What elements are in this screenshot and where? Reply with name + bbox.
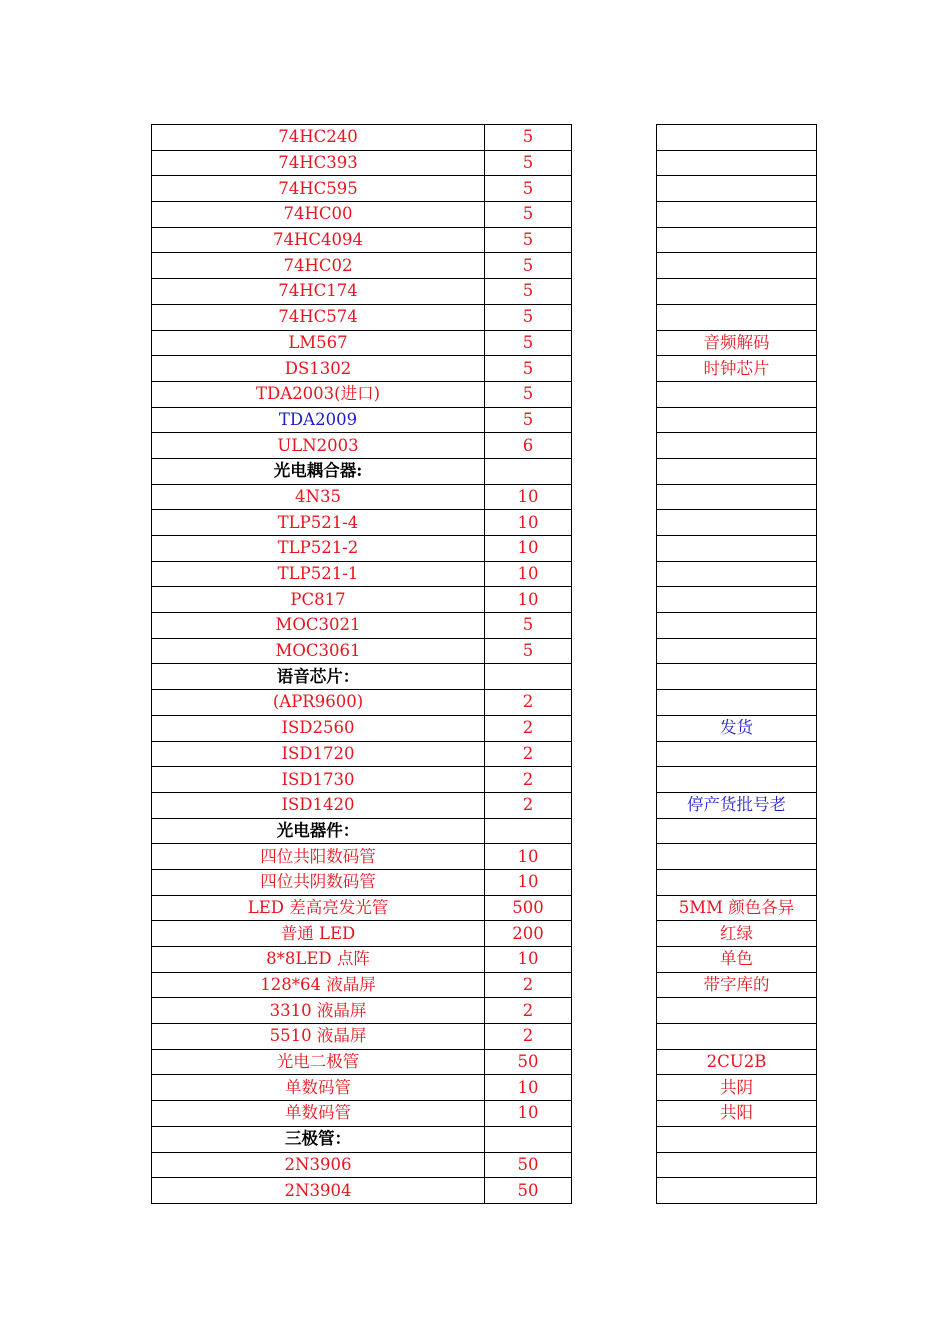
part-name-cell: ISD1420 [152, 792, 485, 818]
quantity-cell: 10 [485, 484, 572, 510]
table-row [152, 921, 572, 947]
part-name-cell: LED 差高亮发光管 [152, 895, 485, 921]
table-row [152, 253, 572, 279]
notes-row [657, 818, 817, 844]
quantity-cell: 5 [485, 202, 572, 228]
part-name-cell: 74HC595 [152, 176, 485, 202]
part-name-cell: MOC3061 [152, 638, 485, 664]
part-name-cell: 74HC574 [152, 304, 485, 330]
notes-row [657, 767, 817, 793]
note-cell: 共阳 [657, 1101, 817, 1127]
quantity-cell [485, 664, 572, 690]
note-cell [657, 664, 817, 690]
notes-row [657, 202, 817, 228]
table-row [152, 433, 572, 459]
note-cell [657, 433, 817, 459]
note-cell [657, 1126, 817, 1152]
parts-table-body [152, 125, 572, 1204]
table-row [152, 818, 572, 844]
note-cell [657, 484, 817, 510]
part-name-cell: 128*64 液晶屏 [152, 972, 485, 998]
part-name-cell: PC817 [152, 587, 485, 613]
part-name-cell: 5510 液晶屏 [152, 1024, 485, 1050]
note-cell [657, 176, 817, 202]
section-heading: 光电器件： [152, 818, 485, 844]
table-row [152, 792, 572, 818]
part-name-cell: 四位共阴数码管 [152, 869, 485, 895]
notes-table-body [657, 125, 817, 1204]
quantity-cell: 5 [485, 613, 572, 639]
quantity-cell: 10 [485, 947, 572, 973]
quantity-cell: 2 [485, 792, 572, 818]
note-cell [657, 587, 817, 613]
notes-row [657, 638, 817, 664]
table-row [152, 510, 572, 536]
table-row [152, 947, 572, 973]
note-cell: 音频解码 [657, 330, 817, 356]
table-row [152, 304, 572, 330]
parts-table [151, 124, 572, 1204]
quantity-cell: 5 [485, 407, 572, 433]
note-cell [657, 510, 817, 536]
notes-row [657, 510, 817, 536]
part-name-cell: MOC3021 [152, 613, 485, 639]
notes-row [657, 1152, 817, 1178]
part-name-cell: TLP521-1 [152, 561, 485, 587]
notes-row [657, 304, 817, 330]
table-row [152, 1049, 572, 1075]
note-cell: 红绿 [657, 921, 817, 947]
quantity-cell: 10 [485, 1101, 572, 1127]
quantity-cell: 2 [485, 767, 572, 793]
notes-row [657, 227, 817, 253]
quantity-cell: 500 [485, 895, 572, 921]
notes-row [657, 947, 817, 973]
part-name-cell: TLP521-2 [152, 536, 485, 562]
quantity-cell: 6 [485, 433, 572, 459]
notes-row [657, 433, 817, 459]
part-name-cell: 4N35 [152, 484, 485, 510]
table-row [152, 1152, 572, 1178]
table-row [152, 458, 572, 484]
note-cell [657, 638, 817, 664]
quantity-cell: 200 [485, 921, 572, 947]
note-cell [657, 1152, 817, 1178]
part-name-cell: ISD2560 [152, 715, 485, 741]
notes-row [657, 690, 817, 716]
notes-row [657, 356, 817, 382]
notes-table [656, 124, 817, 1204]
note-cell [657, 844, 817, 870]
notes-row [657, 561, 817, 587]
note-cell [657, 381, 817, 407]
quantity-cell: 10 [485, 587, 572, 613]
quantity-cell: 5 [485, 279, 572, 305]
part-name-cell: 74HC240 [152, 125, 485, 151]
note-cell [657, 998, 817, 1024]
table-row [152, 741, 572, 767]
table-row [152, 150, 572, 176]
note-cell [657, 561, 817, 587]
quantity-cell: 2 [485, 1024, 572, 1050]
table-row [152, 176, 572, 202]
notes-row [657, 1049, 817, 1075]
quantity-cell: 5 [485, 330, 572, 356]
table-row [152, 561, 572, 587]
table-row [152, 767, 572, 793]
notes-row [657, 869, 817, 895]
part-name-cell: 74HC00 [152, 202, 485, 228]
note-cell [657, 1178, 817, 1204]
section-heading: 光电耦合器: [152, 458, 485, 484]
table-row [152, 715, 572, 741]
part-name-cell: 74HC174 [152, 279, 485, 305]
table-row [152, 381, 572, 407]
notes-row [657, 998, 817, 1024]
note-cell [657, 458, 817, 484]
notes-row [657, 895, 817, 921]
quantity-cell: 5 [485, 304, 572, 330]
part-name-cell: (APR9600) [152, 690, 485, 716]
note-cell: 单色 [657, 947, 817, 973]
quantity-cell: 5 [485, 227, 572, 253]
notes-row [657, 613, 817, 639]
quantity-cell: 2 [485, 690, 572, 716]
note-cell [657, 125, 817, 151]
notes-row [657, 176, 817, 202]
part-name-cell: LM567 [152, 330, 485, 356]
note-cell [657, 690, 817, 716]
quantity-cell: 5 [485, 638, 572, 664]
part-name-cell: 74HC393 [152, 150, 485, 176]
notes-row [657, 792, 817, 818]
quantity-cell [485, 818, 572, 844]
quantity-cell: 5 [485, 381, 572, 407]
table-row [152, 690, 572, 716]
part-name-cell: 74HC02 [152, 253, 485, 279]
note-cell [657, 869, 817, 895]
note-cell [657, 536, 817, 562]
table-row [152, 125, 572, 151]
table-row [152, 1178, 572, 1204]
notes-row [657, 330, 817, 356]
notes-row [657, 381, 817, 407]
notes-row [657, 972, 817, 998]
part-name-cell: 3310 液晶屏 [152, 998, 485, 1024]
table-row [152, 202, 572, 228]
part-name-cell: 单数码管 [152, 1075, 485, 1101]
note-cell: 5MM 颜色各异 [657, 895, 817, 921]
notes-row [657, 741, 817, 767]
note-cell [657, 407, 817, 433]
part-name-cell: TLP521-4 [152, 510, 485, 536]
notes-row [657, 715, 817, 741]
note-cell [657, 818, 817, 844]
notes-row [657, 125, 817, 151]
part-name-cell: 四位共阳数码管 [152, 844, 485, 870]
notes-row [657, 1101, 817, 1127]
quantity-cell: 5 [485, 356, 572, 382]
table-row [152, 536, 572, 562]
note-cell [657, 741, 817, 767]
quantity-cell: 2 [485, 715, 572, 741]
table-row [152, 356, 572, 382]
note-cell [657, 613, 817, 639]
table-row [152, 587, 572, 613]
table-row [152, 484, 572, 510]
quantity-cell: 10 [485, 510, 572, 536]
note-cell [657, 150, 817, 176]
notes-row [657, 484, 817, 510]
part-name-cell: 光电二极管 [152, 1049, 485, 1075]
quantity-cell: 50 [485, 1049, 572, 1075]
note-cell: 停产货批号老 [657, 792, 817, 818]
notes-row [657, 253, 817, 279]
table-row [152, 1075, 572, 1101]
note-cell: 发货 [657, 715, 817, 741]
quantity-cell: 10 [485, 561, 572, 587]
note-cell [657, 253, 817, 279]
table-row [152, 972, 572, 998]
part-name-cell: DS1302 [152, 356, 485, 382]
table-row [152, 638, 572, 664]
notes-row [657, 844, 817, 870]
notes-row [657, 921, 817, 947]
quantity-cell: 5 [485, 176, 572, 202]
table-row [152, 895, 572, 921]
notes-row [657, 536, 817, 562]
quantity-cell [485, 458, 572, 484]
note-cell [657, 1024, 817, 1050]
quantity-cell: 2 [485, 998, 572, 1024]
quantity-cell: 50 [485, 1178, 572, 1204]
quantity-cell: 5 [485, 253, 572, 279]
notes-row [657, 664, 817, 690]
quantity-cell: 10 [485, 1075, 572, 1101]
table-row [152, 407, 572, 433]
note-cell: 带字库的 [657, 972, 817, 998]
quantity-cell: 5 [485, 150, 572, 176]
table-row [152, 1101, 572, 1127]
table-row [152, 330, 572, 356]
quantity-cell: 10 [485, 869, 572, 895]
note-cell: 共阴 [657, 1075, 817, 1101]
quantity-cell: 10 [485, 536, 572, 562]
table-row [152, 1024, 572, 1050]
quantity-cell: 50 [485, 1152, 572, 1178]
note-cell [657, 279, 817, 305]
part-name-cell: 2N3906 [152, 1152, 485, 1178]
section-heading: 语音芯片： [152, 664, 485, 690]
part-name-cell: 8*8LED 点阵 [152, 947, 485, 973]
part-name-cell: ISD1730 [152, 767, 485, 793]
table-row [152, 664, 572, 690]
table-row [152, 998, 572, 1024]
notes-row [657, 1178, 817, 1204]
part-name-cell: 2N3904 [152, 1178, 485, 1204]
note-cell: 2CU2B [657, 1049, 817, 1075]
notes-row [657, 1126, 817, 1152]
quantity-cell: 2 [485, 741, 572, 767]
notes-row [657, 458, 817, 484]
table-row [152, 279, 572, 305]
part-name-cell: TDA2003(进口) [152, 381, 485, 407]
table-row [152, 1126, 572, 1152]
notes-row [657, 587, 817, 613]
note-cell [657, 304, 817, 330]
notes-row [657, 1075, 817, 1101]
notes-row [657, 407, 817, 433]
note-cell: 时钟芯片 [657, 356, 817, 382]
table-row [152, 227, 572, 253]
quantity-cell: 2 [485, 972, 572, 998]
section-heading: 三极管： [152, 1126, 485, 1152]
notes-row [657, 279, 817, 305]
notes-row [657, 1024, 817, 1050]
table-row [152, 613, 572, 639]
note-cell [657, 227, 817, 253]
part-name-cell: ULN2003 [152, 433, 485, 459]
part-name-cell: ISD1720 [152, 741, 485, 767]
table-row [152, 869, 572, 895]
part-name-cell: 74HC4094 [152, 227, 485, 253]
note-cell [657, 767, 817, 793]
quantity-cell: 5 [485, 125, 572, 151]
quantity-cell [485, 1126, 572, 1152]
part-name-cell: TDA2009 [152, 407, 485, 433]
part-name-cell: 普通 LED [152, 921, 485, 947]
quantity-cell: 10 [485, 844, 572, 870]
note-cell [657, 202, 817, 228]
table-row [152, 844, 572, 870]
notes-row [657, 150, 817, 176]
part-name-cell: 单数码管 [152, 1101, 485, 1127]
